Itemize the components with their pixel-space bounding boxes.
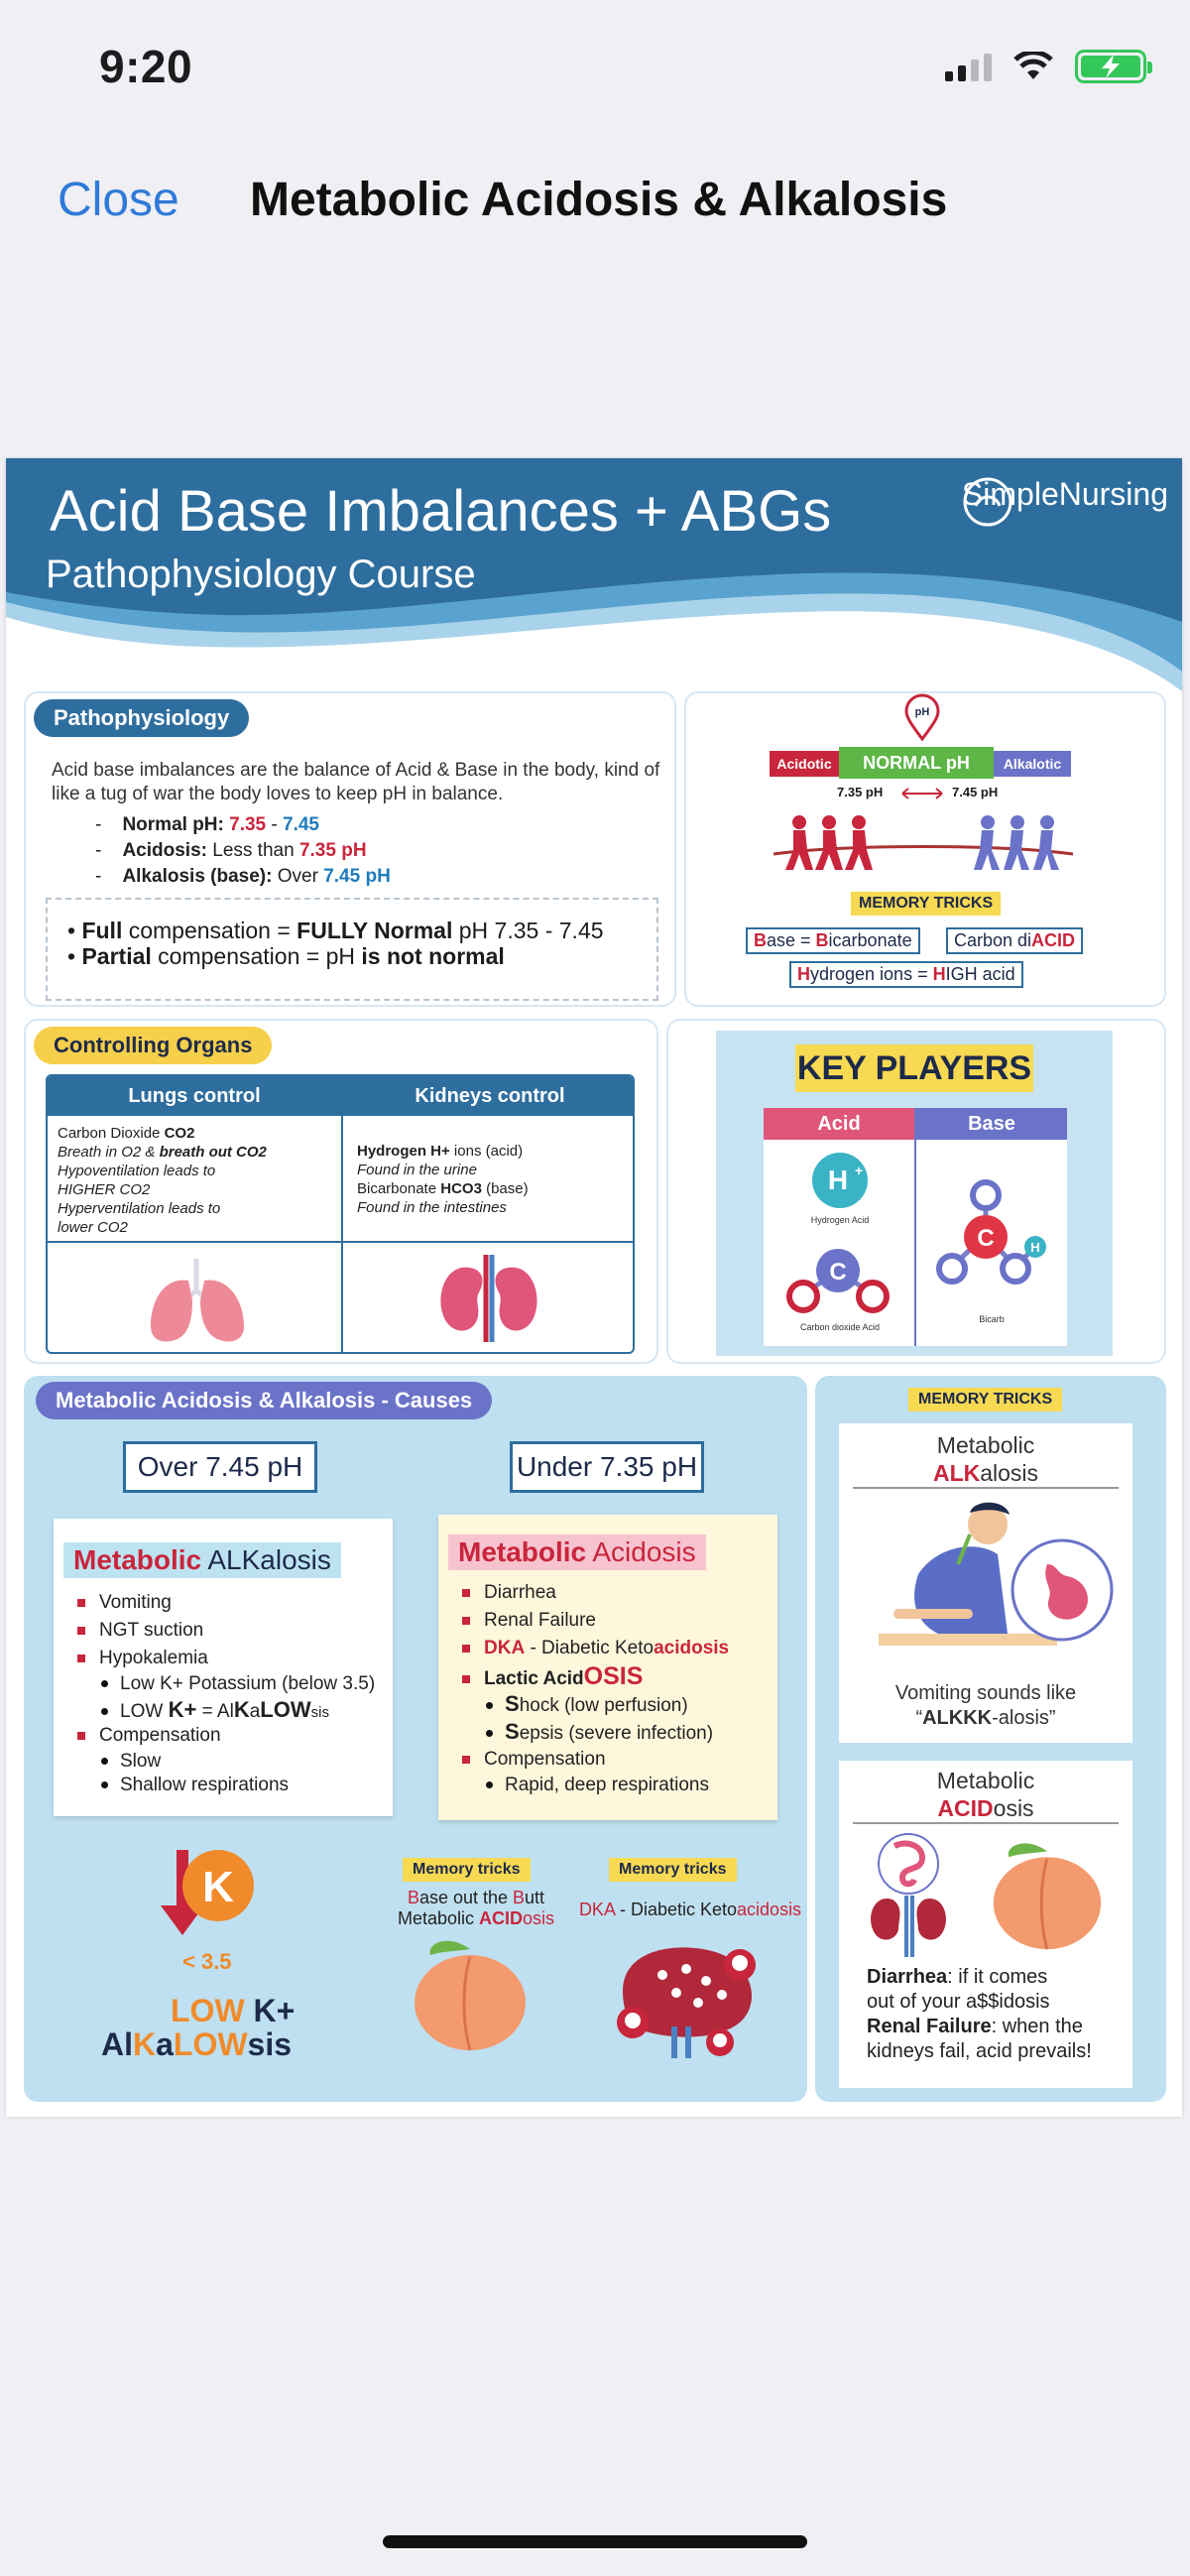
carbon-dioxide-molecule-icon: [783, 1239, 892, 1318]
memory-tricks-column-tag: MEMORY TRICKS: [908, 1388, 1062, 1411]
dka-caption: DKA - Diabetic Ketoacidosis: [578, 1900, 802, 1919]
brand-name: SimpleNursing: [961, 476, 1168, 512]
acidosis-trick-caption: Diarrhea: if it comes out of your a$$idosis Renal Failure: when the kidneys fail, acid prevails!: [867, 1966, 1092, 2062]
status-bar: [0, 0, 1190, 139]
bicarb-caption: Bicarb: [979, 1314, 1005, 1324]
vomiting-caption: Vomiting sounds like “ALKKK-alosis”: [894, 1682, 1077, 1729]
metabolic-acidosis-trick-title: Metabolic ACIDosis: [936, 1768, 1035, 1821]
simplenursing-logo-icon: [962, 476, 1013, 528]
ph-range-high: 7.45 pH: [952, 785, 999, 799]
causes-panel: [24, 1376, 807, 2102]
alk-sub-alkalowsis: LOW K+ = AlKaLOWsis: [101, 1697, 329, 1726]
normal-ph-label: NORMAL pH: [839, 747, 994, 779]
home-indicator[interactable]: [383, 2535, 807, 2548]
hydrogen-molecule-icon: [805, 1146, 875, 1215]
alk-sub-shallow: Shallow respirations: [101, 1773, 289, 1798]
infographic-title: Acid Base Imbalances + ABGs: [50, 479, 832, 544]
under-735-label: Under 7.35 pH: [510, 1441, 704, 1493]
trick-carbon-diacid: Carbon diACID: [946, 927, 1083, 954]
acid-column-header: Acid: [764, 1108, 914, 1140]
infographic-image: [6, 458, 1182, 2117]
normal-ph-line: - Normal pH: 7.35 - 7.45: [95, 814, 319, 835]
vomiting-person-stomach-icon: [859, 1495, 1117, 1663]
kidneys-column-header: Kidneys control: [343, 1076, 635, 1116]
metabolic-alkalosis-card: [54, 1519, 393, 1816]
page-title: Metabolic Acidosis & Alkalosis: [250, 174, 948, 226]
acidosis-line: - Acidosis: Less than 7.35 pH: [95, 840, 367, 861]
organs-table: [46, 1074, 635, 1354]
close-button[interactable]: Close: [58, 174, 179, 226]
key-players-title: KEY PLAYERS: [795, 1044, 1033, 1092]
causes-label: Metabolic Acidosis & Alkalosis - Causes: [36, 1382, 492, 1419]
memory-tricks-tag-butt: Memory tricks: [403, 1858, 531, 1882]
alk-item-ngt-suction: NGT suction: [77, 1618, 203, 1644]
alk-item-hypokalemia: Hypokalemia: [77, 1646, 208, 1671]
svg-text:C: C: [829, 1259, 847, 1286]
bicarbonate-molecule-icon: [930, 1175, 1049, 1304]
wifi-icon: [1013, 52, 1053, 81]
metabolic-alkalosis-title: Metabolic ALKalosis: [63, 1542, 341, 1578]
base-column-header: Base: [916, 1108, 1067, 1140]
lungs-notes: Carbon Dioxide CO2 Breath in O2 & breath out CO2 Hypoventilation leads to HIGHER CO2 Hyperventilation leads to lower CO2: [58, 1125, 267, 1236]
navigation-bar: [0, 149, 1190, 248]
double-arrow-icon: [898, 787, 946, 800]
trick-base-bicarbonate: Base = Bicarbonate: [746, 927, 920, 954]
svg-text:H: H: [1030, 1240, 1040, 1255]
pathophysiology-panel: [24, 691, 676, 1007]
alkalosis-line: - Alkalosis (base): Over 7.45 pH: [95, 866, 391, 887]
infographic-subtitle: Pathophysiology Course: [46, 552, 476, 596]
key-players-board: [716, 1031, 1113, 1356]
low-k-text: LOW K+: [171, 1993, 296, 2028]
acid-sub-rapid-deep: Rapid, deep respirations: [486, 1773, 709, 1798]
compensation-box: [46, 898, 658, 1001]
pathophysiology-label: Pathophysiology: [34, 699, 249, 737]
tug-of-war-people-icon: [770, 810, 1077, 874]
acid-item-diarrhea: Diarrhea: [462, 1580, 556, 1606]
status-icons: [945, 50, 1146, 83]
memory-tricks-column: [815, 1376, 1166, 2102]
svg-text:pH: pH: [914, 706, 930, 718]
acid-item-dka: DKA - Diabetic Ketoacidosis: [462, 1636, 729, 1661]
acid-sub-sepsis: Sepsis (severe infection): [486, 1719, 713, 1747]
lungs-icon: [145, 1251, 254, 1346]
tug-of-war-panel: [684, 691, 1166, 1007]
status-time: 9:20: [99, 41, 193, 92]
trick-hydrogen-high-acid: Hydrogen ions = HIGH acid: [789, 961, 1023, 988]
battery-charging-icon: [1075, 50, 1146, 83]
intestines-kidney-icon: [865, 1830, 954, 1959]
hydrogen-acid-caption: Hydrogen Acid: [810, 1215, 870, 1225]
brand-logo: [962, 476, 1168, 513]
ph-pin-icon: [902, 693, 942, 741]
alk-sub-low-potassium: Low K+ Potassium (below 3.5): [101, 1671, 375, 1697]
acid-sub-shock: Shock (low perfusion): [486, 1691, 688, 1719]
base-out-the-butt-caption: Base out the Butt Metabolic ACIDosis: [397, 1888, 555, 1928]
controlling-organs-panel: [24, 1019, 658, 1364]
pathophysiology-intro: Acid base imbalances are the balance of Acid & Base in the body, kind of like a tug of war the body loves to keep pH in balance.: [52, 760, 660, 804]
over-745-label: Over 7.45 pH: [123, 1441, 317, 1493]
controlling-organs-label: Controlling Organs: [34, 1027, 272, 1064]
alkalowsis-text: AlKaLOWsis: [101, 2026, 293, 2062]
metabolic-alkalosis-trick-title: Metabolic ALKalosis: [932, 1432, 1039, 1486]
svg-text:C: C: [977, 1225, 995, 1252]
partial-compensation-line: • Partial compensation = pH is not normal: [67, 943, 505, 969]
alkalotic-label: Alkalotic: [994, 751, 1071, 777]
svg-text:K: K: [202, 1863, 234, 1911]
carbon-dioxide-caption: Carbon dioxide Acid: [799, 1322, 881, 1332]
acid-item-renal-failure: Renal Failure: [462, 1608, 596, 1634]
kidneys-icon: [434, 1251, 543, 1346]
kidneys-notes: Hydrogen H+ ions (acid) Found in the urine Bicarbonate HCO3 (base) Found in the intestines: [357, 1143, 529, 1216]
metabolic-acidosis-title: Metabolic Acidosis: [448, 1534, 706, 1570]
key-players-panel: [666, 1019, 1166, 1364]
metabolic-acidosis-trick-card: [839, 1761, 1132, 2088]
alk-sub-slow: Slow: [101, 1749, 161, 1775]
infographic-header: [6, 458, 1182, 691]
peach-icon: [409, 1933, 532, 2052]
svg-text:H: H: [827, 1165, 849, 1195]
memory-tricks-tag-dka: Memory tricks: [609, 1858, 737, 1882]
lungs-column-header: Lungs control: [48, 1076, 341, 1116]
metabolic-alkalosis-trick-card: [839, 1423, 1132, 1743]
ph-range-low: 7.35 pH: [837, 785, 884, 799]
full-compensation-line: • Full compensation = FULLY Normal pH 7.35 - 7.45: [67, 918, 604, 943]
potassium-threshold: < 3.5: [182, 1949, 232, 1974]
acidotic-label: Acidotic: [770, 751, 839, 777]
potassium-down-arrow-icon: [153, 1844, 272, 1953]
acid-item-lactic-acidosis: Lactic AcidOSIS: [462, 1663, 643, 1692]
memory-tricks-tag: MEMORY TRICKS: [851, 892, 1001, 916]
alk-item-vomiting: Vomiting: [77, 1590, 172, 1616]
peach-icon-2: [988, 1834, 1107, 1953]
alk-item-compensation: Compensation: [77, 1723, 221, 1749]
cellular-signal-icon: [945, 52, 992, 81]
pancreas-skull-icon: [603, 1931, 772, 2060]
metabolic-acidosis-card: [438, 1515, 777, 1820]
acid-item-compensation: Compensation: [462, 1747, 606, 1773]
svg-text:+: +: [855, 1163, 864, 1178]
